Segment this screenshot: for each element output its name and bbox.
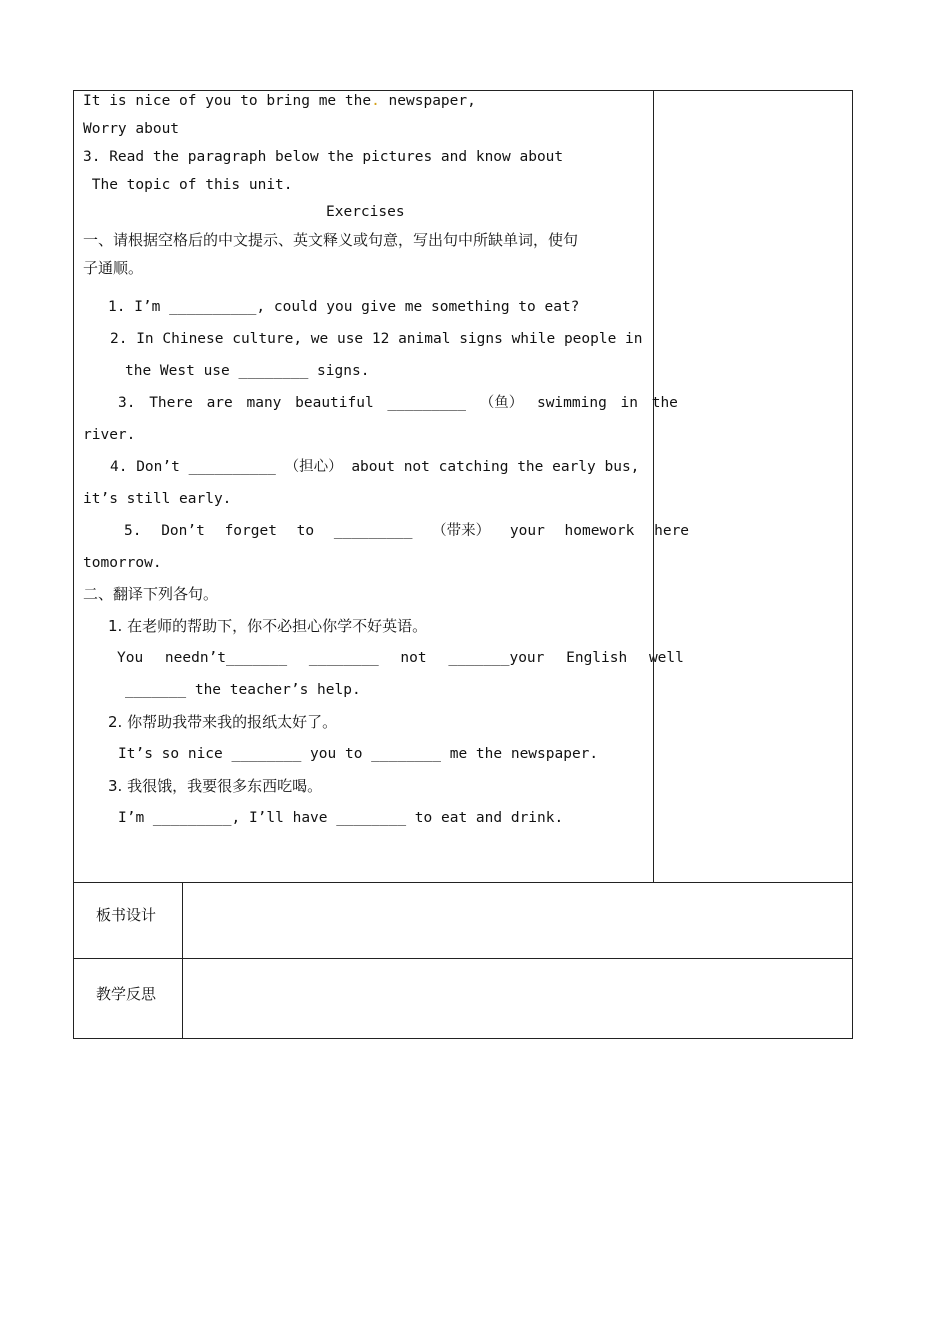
part1-heading-line2: 子通顺。 [83, 259, 144, 277]
intro-line-3: 3. Read the paragraph below the pictures and know about [83, 149, 564, 165]
exercise-item-1: 1. I’m __________, could you give me something to eat? [108, 299, 580, 315]
exercise-item-5-line1: 5. Don’t forget to _________ （带来） your homework here [124, 523, 690, 539]
translate-item-3-cn: 3. 我很饿，我要很多东西吃喝。 [108, 777, 323, 795]
intro-line-4: The topic of this unit. [83, 177, 293, 193]
translate-item-1-en1: You needn’t_______ ________ not _______your English well [117, 650, 684, 666]
exercise-item-5-line2: tomorrow. [83, 555, 162, 571]
exercises-title: Exercises [326, 204, 405, 220]
translate-item-2-en1: It’s so nice ________ you to ________ me the newspaper. [118, 746, 599, 762]
intro-line-2: Worry about [83, 121, 180, 137]
part2-heading: 二、翻译下列各句。 [83, 585, 219, 603]
label-column-divider [182, 882, 183, 1039]
translate-item-3-en1: I’m _________, I’ll have ________ to eat and drink. [118, 810, 564, 826]
exercise-item-2-line1: 2. In Chinese culture, we use 12 animal signs while people in [110, 331, 643, 347]
lesson-table [73, 90, 853, 1039]
exercise-item-4-line2: it’s still early. [83, 491, 232, 507]
translate-item-2-cn: 2. 你帮助我带来我的报纸太好了。 [108, 713, 338, 731]
exercise-item-3-line1: 3. There are many beautiful _________ （鱼） swimming in the [118, 395, 678, 411]
exercise-item-2-line2: the West use ________ signs. [125, 363, 370, 379]
part1-heading-line1: 一、请根据空格后的中文提示、英文释义或句意，写出句中所缺单词，使句 [83, 231, 579, 249]
exercise-item-3-line2: river. [83, 427, 136, 443]
translate-item-1-cn: 1. 在老师的帮助下，你不必担心你学不好英语。 [108, 617, 428, 635]
column-divider [653, 91, 654, 882]
board-design-label: 板书设计 [96, 906, 157, 924]
exercise-item-4-line1: 4. Don’t __________ （担心） about not catching the early bus, [110, 459, 640, 475]
reflection-label: 教学反思 [96, 985, 157, 1003]
row-divider-2 [74, 958, 852, 959]
intro-line-1: It is nice of you to bring me the. newspaper, [83, 93, 476, 109]
row-divider-1 [74, 882, 852, 883]
translate-item-1-en2: _______ the teacher’s help. [125, 682, 361, 698]
